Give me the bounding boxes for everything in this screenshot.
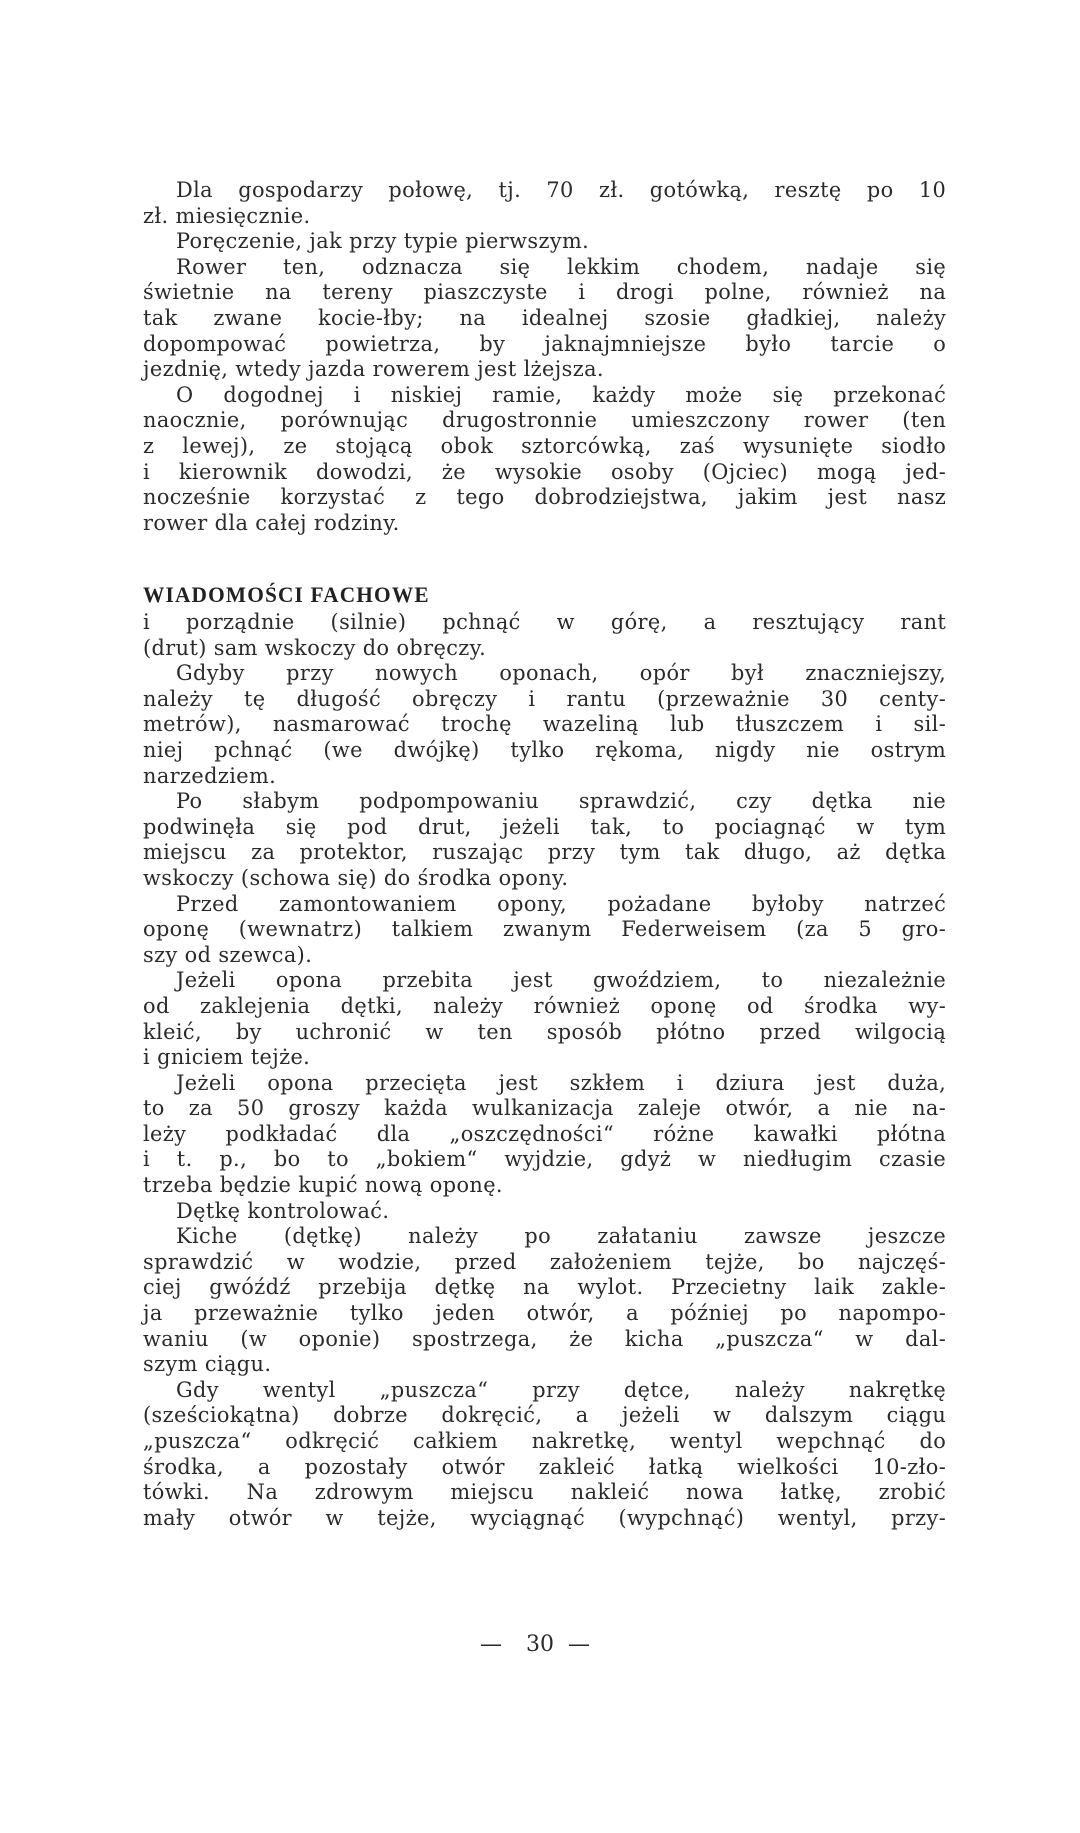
text-line: Przed zamontowaniem opony, pożadane byłoby natrzeć [175,891,947,917]
text-line: ja przeważnie tylko jeden otwór, a później po napompo- [143,1301,947,1327]
text-line: Jeżeli opona przecięta jest szkłem i dziura jest duża, [175,1070,947,1096]
text-line: „puszcza“ odkręcić całkiem nakretkę, wentyl wepchnąć do [143,1429,947,1454]
text-line: kleić, by uchronić w ten sposób płótno przed wilgocią [143,1019,947,1045]
text-line: (drut) sam wskoczy do obręczy. [143,635,487,661]
text-line: i porządnie (silnie) pchnąć w górę, a resztujący rant [143,610,947,635]
text-line: narzedziem. [143,763,277,789]
text-line: Gdy wentyl „puszcza“ przy dętce, należy nakrętkę [175,1377,947,1403]
footer-dash-left: — [480,1632,512,1657]
text-line: od zaklejenia dętki, należy również oponę od środka wy- [143,993,947,1019]
text-line: nocześnie korzystać z tego dobrodziejstwa, jakim jest nasz [143,485,947,511]
text-line: niej pchnąć (we dwójkę) tylko rękoma, nigdy nie ostrym [143,737,947,763]
text-line: leży podkładać dla „oszczędności“ różne kawałki płótna [143,1121,947,1147]
text-line: świetnie na tereny piaszczyste i drogi polne, również na [143,280,947,306]
text-line: Jeżeli opona przebita jest gwoździem, to niezależnie [175,968,947,994]
paragraph-block-bottom [143,580,946,1531]
text-line: Kiche (dętkę) należy po załataniu zawsze jeszcze [175,1224,947,1250]
text-line: miejscu za protektor, ruszając przy tym tak długo, aż dętka [143,840,947,866]
text-line: i t. p., bo to „bokiem“ wyjdzie, gdyż w niedługim czasie [143,1147,947,1173]
text-line: waniu (w oponie) spostrzega, że kicha „puszcza“ w dal- [143,1326,947,1352]
text-line: trzeba będzie kupić nową oponę. [143,1173,503,1199]
text-line: należy tę długość obręczy i rantu (przeważnie 30 centy- [143,686,947,712]
text-line: dopompować powietrza, by jaknajmniejsze było tarcie o [143,331,947,357]
text-line: naocznie, porównując drugostronnie umieszczony rower (ten [143,408,947,434]
text-line: i gniciem tejże. [143,1045,311,1071]
text-line: Dętkę kontrolować. [175,1198,390,1224]
text-line: Dla gospodarzy połowę, tj. 70 zł. gotówką, resztę po 10 [175,178,947,203]
text-line: tak zwane kocie-łby; na idealnej szosie gładkiej, należy [143,305,947,331]
text-line: (sześciokątna) dobrze dokręcić, a jeżeli w dalszym ciągu [143,1403,947,1429]
text-line: Poręczenie, jak przy typie pierwszym. [175,229,590,255]
text-line: O dogodnej i niskiej ramie, każdy może się przekonać [175,382,947,408]
text-line: metrów), nasmarować trochę wazeliną lub tłuszczem i sil- [143,712,947,738]
text-line: ciej gwóźdź przebija dętkę na wylot. Przecietny laik zakle- [143,1275,947,1301]
text-line: mały otwór w tejże, wyciągnąć (wypchnąć) wentyl, przy- [143,1505,947,1531]
page-footer [0,1632,1080,1657]
text-line: szym ciągu. [143,1352,272,1378]
text-line: jezdnię, wtedy jazda rowerem jest lżejsza. [143,357,604,383]
text-line: sprawdzić w wodzie, przed założeniem tejże, bo najczęś- [143,1249,947,1275]
text-line: wskoczy (schowa się) do środka opony. [143,865,569,891]
text-line: rower dla całej rodziny. [143,510,400,536]
text-line: Rower ten, odznacza się lekkim chodem, nadaje się [175,254,947,280]
text-line: szy od szewca). [143,942,313,968]
text-line: oponę (wewnatrz) talkiem zwanym Federweisem (za 5 gro- [143,917,947,943]
paragraph-block-top [143,178,946,536]
text-line: Po słabym podpompowaniu sprawdzić, czy dętka nie [175,789,947,815]
page-number: 30 [526,1632,554,1657]
section-heading: WIADOMOŚCI FACHOWE [143,582,430,607]
text-line: to za 50 groszy każda wulkanizacja zaleje otwór, a nie na- [143,1096,947,1122]
text-line: podwinęła się pod drut, jeżeli tak, to pociagnąć w tym [143,814,947,840]
text-line: zł. miesięcznie. [143,203,311,229]
text-line: z lewej), ze stojącą obok sztorcówką, zaś wysunięte siodło [143,433,947,459]
text-line: i kierownik dowodzi, że wysokie osoby (Ojciec) mogą jed- [143,459,947,485]
text-line: Gdyby przy nowych oponach, opór był znaczniejszy, [175,661,947,687]
footer-dash-right: — [568,1632,600,1657]
text-line: tówki. Na zdrowym miejscu nakleić nowa łatkę, zrobić [143,1480,947,1506]
text-line: środka, a pozostały otwór zakleić łatką wielkości 10-zło- [143,1454,947,1480]
